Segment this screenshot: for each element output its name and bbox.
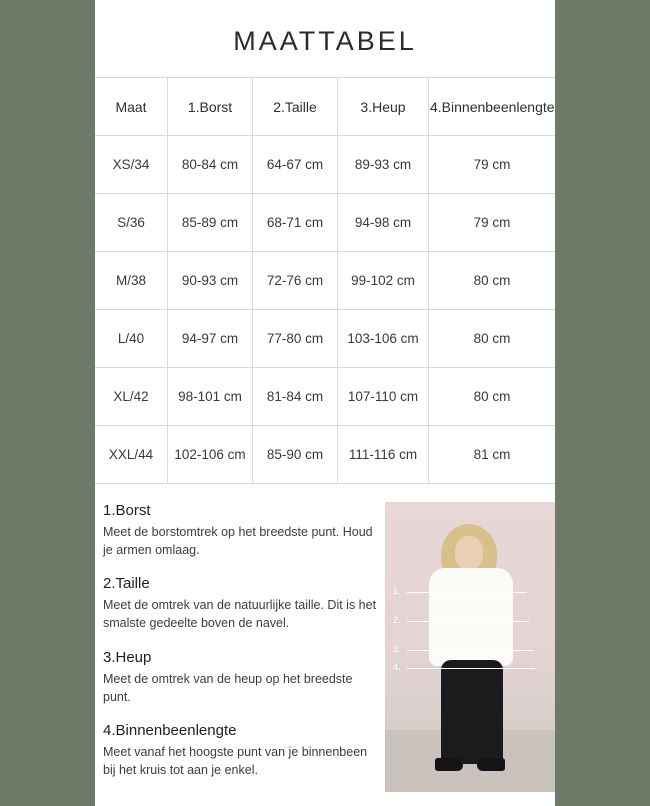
- photo-marker-3-label: 3.: [393, 644, 401, 654]
- model-shoe-left: [435, 758, 463, 771]
- instruction-heading-waist: 2.Taille: [103, 575, 150, 593]
- cell-hip: 99-102 cm: [338, 252, 429, 310]
- photo-marker-1-label: 1.: [393, 586, 401, 596]
- cell-chest: 94-97 cm: [168, 310, 253, 368]
- cell-size: XXL/44: [95, 426, 168, 484]
- cell-waist: 81-84 cm: [253, 368, 338, 426]
- cell-inseam: 79 cm: [429, 194, 556, 252]
- photo-marker-3: [393, 644, 401, 654]
- photo-marker-4: [393, 662, 401, 672]
- model-photo: [385, 502, 555, 792]
- cell-hip: 107-110 cm: [338, 368, 429, 426]
- instruction-body-waist: Meet de omtrek van de natuurlijke taille. Dit is het smalste gedeelte boven de navel.: [103, 598, 377, 631]
- column-header-hip: 3.Heup: [338, 78, 429, 136]
- instruction-body-inseam: Meet vanaf het hoogste punt van je binnenbeen bij het kruis tot aan je enkel.: [103, 744, 368, 777]
- table-row: [95, 426, 555, 484]
- cell-chest: 90-93 cm: [168, 252, 253, 310]
- cell-inseam: 80 cm: [429, 252, 556, 310]
- cell-inseam: 80 cm: [429, 368, 556, 426]
- cell-chest: 102-106 cm: [168, 426, 253, 484]
- size-chart-page: [95, 0, 555, 806]
- instruction-heading-hip: 3.Heup: [103, 648, 152, 666]
- photo-marker-1: [393, 586, 401, 596]
- cell-size: XS/34: [95, 136, 168, 194]
- instruction-body-chest: Meet de borstomtrek op het breedste punt. Houd je armen omlaag.: [103, 525, 373, 558]
- photo-marker-4-line: [407, 668, 535, 669]
- photo-marker-2-label: 2.: [393, 615, 401, 625]
- page-title: MAATTABEL: [233, 26, 417, 56]
- cell-hip: 103-106 cm: [338, 310, 429, 368]
- cell-chest: 98-101 cm: [168, 368, 253, 426]
- photo-marker-1-line: [407, 592, 527, 593]
- model-shoe-right: [477, 758, 505, 771]
- instruction-heading-inseam: 4.Binnenbeenlengte: [103, 721, 237, 739]
- column-header-waist: 2.Taille: [253, 78, 338, 136]
- cell-size: S/36: [95, 194, 168, 252]
- table-row: [95, 310, 555, 368]
- cell-inseam: 79 cm: [429, 136, 556, 194]
- cell-waist: 72-76 cm: [253, 252, 338, 310]
- cell-inseam: 80 cm: [429, 310, 556, 368]
- column-header-size: Maat: [95, 78, 168, 136]
- photo-marker-2: [393, 615, 401, 625]
- cell-size: L/40: [95, 310, 168, 368]
- instructions-section: [95, 484, 555, 779]
- photo-marker-3-line: [407, 650, 533, 651]
- instruction-heading-chest: 1.Borst: [103, 502, 151, 519]
- table-row: [95, 194, 555, 252]
- cell-inseam: 81 cm: [429, 426, 556, 484]
- photo-marker-2-line: [407, 621, 529, 622]
- cell-size: XL/42: [95, 368, 168, 426]
- model-blouse: [429, 568, 513, 666]
- cell-size: M/38: [95, 252, 168, 310]
- table-row: [95, 368, 555, 426]
- instructions-text-column: [95, 502, 383, 779]
- cell-waist: 85-90 cm: [253, 426, 338, 484]
- table-row: [95, 252, 555, 310]
- model-trousers: [441, 660, 503, 764]
- cell-chest: 80-84 cm: [168, 136, 253, 194]
- table-header-row: [95, 78, 555, 136]
- size-table: [95, 77, 555, 484]
- cell-waist: 68-71 cm: [253, 194, 338, 252]
- model-face: [455, 536, 483, 570]
- cell-chest: 85-89 cm: [168, 194, 253, 252]
- instruction-body-hip: Meet de omtrek van de heup op het breedste punt.: [103, 671, 353, 704]
- photo-marker-4-label: 4.: [393, 662, 401, 672]
- cell-hip: 94-98 cm: [338, 194, 429, 252]
- column-header-inseam: 4.Binnenbeenlengte: [429, 78, 556, 136]
- cell-waist: 64-67 cm: [253, 136, 338, 194]
- table-row: [95, 136, 555, 194]
- column-header-chest: 1.Borst: [168, 78, 253, 136]
- cell-hip: 111-116 cm: [338, 426, 429, 484]
- cell-hip: 89-93 cm: [338, 136, 429, 194]
- cell-waist: 77-80 cm: [253, 310, 338, 368]
